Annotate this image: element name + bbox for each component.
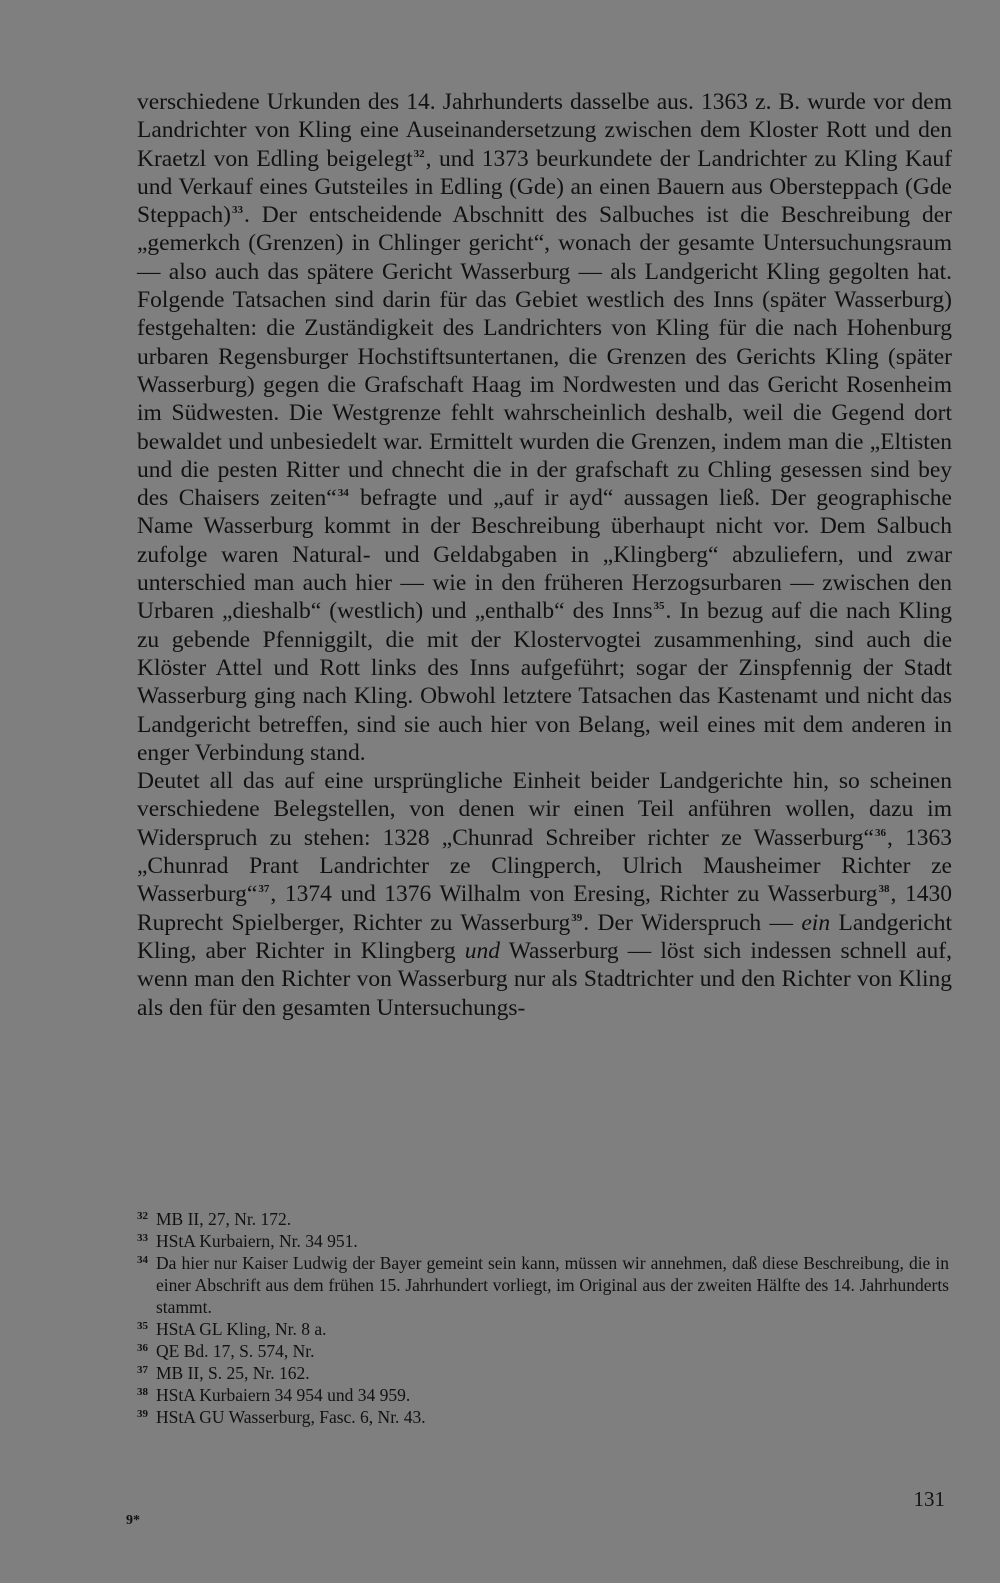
footnote-ref: 38 (878, 883, 890, 896)
emphasis-text: ein (801, 909, 831, 936)
footnote-text: HStA Kurbaiern 34 954 und 34 959. (156, 1385, 411, 1405)
footnote-ref: 34 (337, 487, 349, 500)
footnote (137, 1318, 949, 1340)
text-run: . In bezug auf die nach Kling zu gebende Pfenniggilt, die mit der Klostervogtei zusammenhing, sind auch die Klöster Attel und Rott links des Inns aufgeführt; sogar der Zinspfennig der Stadt Wasserburg ging nach Kling. Obwohl letztere Tatsachen das Kastenamt und nicht das Landgericht betreffen, sind sie auch hier von Belang, weil eines mit dem anderen in enger Verbindung stand. (137, 598, 952, 766)
emphasis-text: und (464, 937, 500, 964)
footnote-number: 37 (137, 1364, 148, 1376)
footnote-number: 38 (137, 1386, 148, 1398)
text-run: Landgericht Kling, aber Richter in Klingberg (137, 909, 952, 964)
footnote-text: HStA GU Wasserburg, Fasc. 6, Nr. 43. (156, 1407, 426, 1427)
text-run: , und 1373 beurkundete der Landrichter zu Kling Kauf und Verkauf eines Gutsteiles in Edling (Gde) an einen Bauern aus Obersteppach (Gde Steppach) (137, 145, 953, 229)
footnote-text: Da hier nur Kaiser Ludwig der Bayer gemeint sein kann, müssen wir annehmen, daß diese Beschreibung, die in einer Abschrift aus dem frühen 15. Jahrhundert vorliegt, im Original aus der zweiten Hälfte des 14. Jahrhunderts stammt. (156, 1253, 949, 1317)
footnote-text: QE Bd. 17, S. 574, Nr. (156, 1341, 315, 1361)
footnote-text: MB II, 27, Nr. 172. (156, 1209, 292, 1229)
text-run: , 1430 Ruprecht Spielberger, Richter zu Wasserburg (137, 881, 953, 936)
footnote (137, 1340, 949, 1362)
text-run: verschiedene Urkunden des 14. Jahrhunderts dasselbe aus. 1363 z. B. wurde vor dem Landrichter von Kling eine Auseinandersetzung zwischen dem Kloster Rott und den Kraetzl von Edling beigelegt (137, 89, 952, 172)
footnote-ref: 39 (571, 911, 583, 924)
footnote (137, 1208, 949, 1230)
text-run: befragte und „auf ir ayd“ aussagen ließ. Der geographische Name Wasserburg kommt in der Beschreibung überhaupt nicht vor. Dem Salbuch zufolge waren Natural- und Geldabgaben in „Klingberg“ abzuliefern, und zwar unterschied man auch hier — wie in den früheren Herzogsurbaren — zwischen den Urbaren „dieshalb“ (westlich) und „enthalb“ des Inns (137, 485, 952, 625)
footnote-text: MB II, S. 25, Nr. 162. (156, 1363, 310, 1383)
footnote-text: HStA Kurbaiern, Nr. 34 951. (156, 1231, 358, 1251)
text-run: Deutet all das auf eine ursprüngliche Einheit beider Landgerichte hin, so scheinen verschiedene Belegstellen, von denen wir einen Teil anführen wollen, dazu im Widerspruch zu stehen: 1328 „Chunrad Schreiber richter ze Wasserburg“ (137, 768, 952, 851)
footnotes (137, 1208, 949, 1428)
footnote-text: HStA GL Kling, Nr. 8 a. (156, 1319, 327, 1339)
text-run: , 1374 und 1376 Wilhalm von Eresing, Richter zu Wasserburg (270, 881, 878, 908)
footnote-number: 35 (137, 1320, 148, 1332)
paragraph (137, 88, 952, 767)
main-text (137, 88, 952, 1022)
footnote (137, 1406, 949, 1428)
text-run: . Der entscheidende Abschnitt des Salbuches ist die Beschreibung der „gemerkch (Grenzen) in Chlinger gericht“, wonach der gesamte Untersuchungsraum — also auch das spätere Gericht Wasserburg — als Landgericht Kling gegolten hat. Folgende Tatsachen sind darin für das Gebiet westlich des Inns (später Wasserburg) festgehalten: die Zuständigkeit des Landrichters von Kling für die nach Hohenburg urbaren Regensburger Hochstiftsuntertanen, die Grenzen des Gerichts Kling (später Wasserburg) gegen die Grafschaft Haag im Nordwesten und das Gericht Rosenheim im Südwesten. Die Westgrenze fehlt wahrscheinlich deshalb, weil die Gegend dort bewaldet und unbesiedelt war. Ermittelt wurden die Grenzen, indem man die „Eltisten und die pesten Ritter und chnecht die in der grafschaft zu Chling gesessen sind bey des Chaisers zeiten“ (137, 202, 952, 512)
paragraph (137, 767, 952, 1022)
footnote-number: 36 (137, 1342, 148, 1354)
text-run: , 1363 „Chunrad Prant Landrichter ze Clingperch, Ulrich Mausheimer Richter ze Wasserburg“ (137, 824, 953, 908)
text-run: Wasserburg — löst sich indessen schnell auf, wenn man den Richter von Wasserburg nur als Stadtrichter und den Richter von Kling als den für den gesamten Untersuchungs- (137, 937, 953, 1021)
signature-mark: 9* (126, 1513, 140, 1528)
text-run: . Der Widerspruch — (583, 909, 802, 936)
footnote (137, 1362, 949, 1384)
footnote-ref: 37 (258, 883, 270, 896)
footnote-ref: 33 (231, 204, 243, 217)
footnote (137, 1384, 949, 1406)
footnote (137, 1230, 949, 1252)
footnote-ref: 32 (413, 147, 425, 160)
footnote-number: 34 (137, 1254, 148, 1266)
footnote (137, 1252, 949, 1318)
footnote-ref: 36 (874, 826, 886, 839)
footnote-number: 32 (137, 1210, 148, 1222)
page-number: 131 (913, 1487, 945, 1511)
footnote-number: 39 (137, 1408, 148, 1420)
footnote-ref: 35 (653, 600, 665, 613)
footnote-number: 33 (137, 1232, 148, 1244)
